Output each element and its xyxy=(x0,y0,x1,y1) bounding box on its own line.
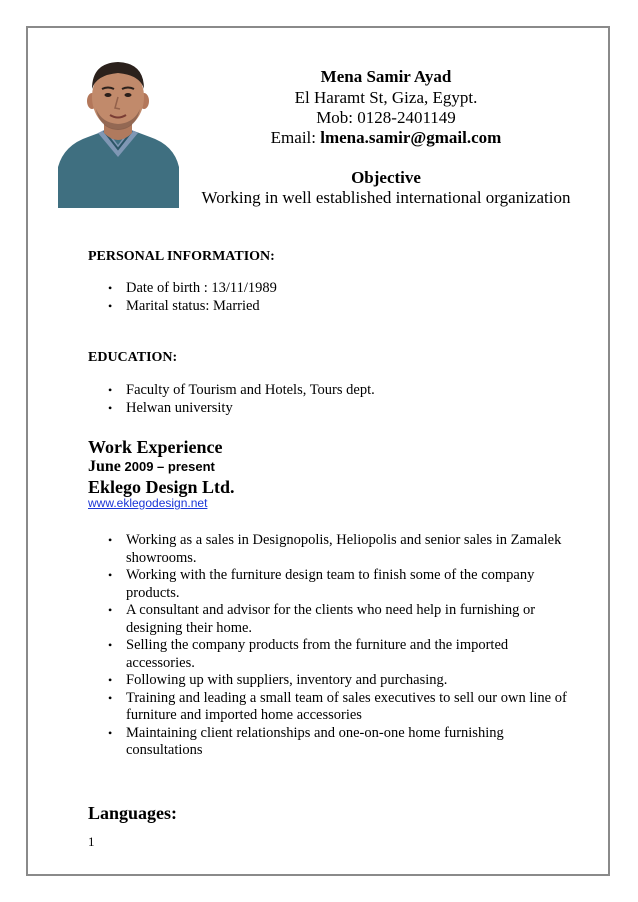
bullet-icon: • xyxy=(108,400,113,415)
employment-month: June xyxy=(88,458,121,475)
bullet-icon: • xyxy=(108,568,113,582)
personal-info-heading: PERSONAL INFORMATION: xyxy=(88,249,275,264)
list-item: • Faculty of Tourism and Hotels, Tours dept. xyxy=(108,382,375,398)
work-experience-heading: Work Experience xyxy=(88,437,223,457)
bullet-icon: • xyxy=(108,603,113,617)
candidate-name: Mena Samir Ayad xyxy=(320,67,452,86)
list-item: • Working with the furniture design team to finish some of the company products. xyxy=(108,567,535,601)
list-item: • Marital status: Married xyxy=(108,297,260,314)
address: El Haramt St, Giza, Egypt. xyxy=(294,88,478,107)
work-duties-list xyxy=(88,532,578,760)
bullet-icon: • xyxy=(108,725,113,740)
list-item: • A consultant and advisor for the clients who need help in furnishing or designing their home. xyxy=(108,602,536,636)
email-address[interactable]: lmena.samir@gmail.com xyxy=(320,128,502,147)
email-line xyxy=(180,128,592,148)
bullet-icon: • xyxy=(108,281,113,295)
bullet-icon: • xyxy=(108,673,113,687)
bullet-icon: • xyxy=(108,533,113,547)
employment-period xyxy=(88,458,215,476)
email-label: Email: xyxy=(270,128,321,147)
employment-years: 2009 – present xyxy=(120,459,215,474)
mobile-number: Mob: 0128-2401149 xyxy=(316,108,456,127)
bullet-icon: • xyxy=(108,298,113,313)
bullet-icon: • xyxy=(108,638,113,652)
list-item: • Following up with suppliers, inventory and purchasing. xyxy=(108,672,448,688)
education-heading: EDUCATION: xyxy=(88,350,178,365)
company-name: Eklego Design Ltd. xyxy=(88,477,235,497)
personal-info-list xyxy=(88,280,578,315)
list-item: • Maintaining client relationships and one-on-one home furnishing consultations xyxy=(108,724,504,758)
list-item: • Helwan university xyxy=(108,399,233,416)
bullet-icon: • xyxy=(108,383,113,397)
objective-text: Working in well established international organization xyxy=(201,188,571,207)
list-item: • Selling the company products from the furniture and the imported accessories. xyxy=(108,637,509,671)
list-item: • Date of birth : 13/11/1989 xyxy=(108,280,277,296)
company-website-link[interactable]: www.eklegodesign.net xyxy=(88,496,208,510)
profile-photo xyxy=(58,57,179,208)
list-item: • Training and leading a small team of sales executives to sell our own line of furniture and imported home accessories xyxy=(108,689,567,723)
list-item: • Working as a sales in Designopolis, Heliopolis and senior sales in Zamalek showrooms. xyxy=(108,532,562,566)
objective-title: Objective xyxy=(351,168,421,187)
education-list xyxy=(88,382,578,417)
bullet-icon: • xyxy=(108,690,113,705)
resume-header xyxy=(180,66,592,208)
languages-heading: Languages: xyxy=(88,803,178,823)
page-number: 1 xyxy=(88,834,95,849)
